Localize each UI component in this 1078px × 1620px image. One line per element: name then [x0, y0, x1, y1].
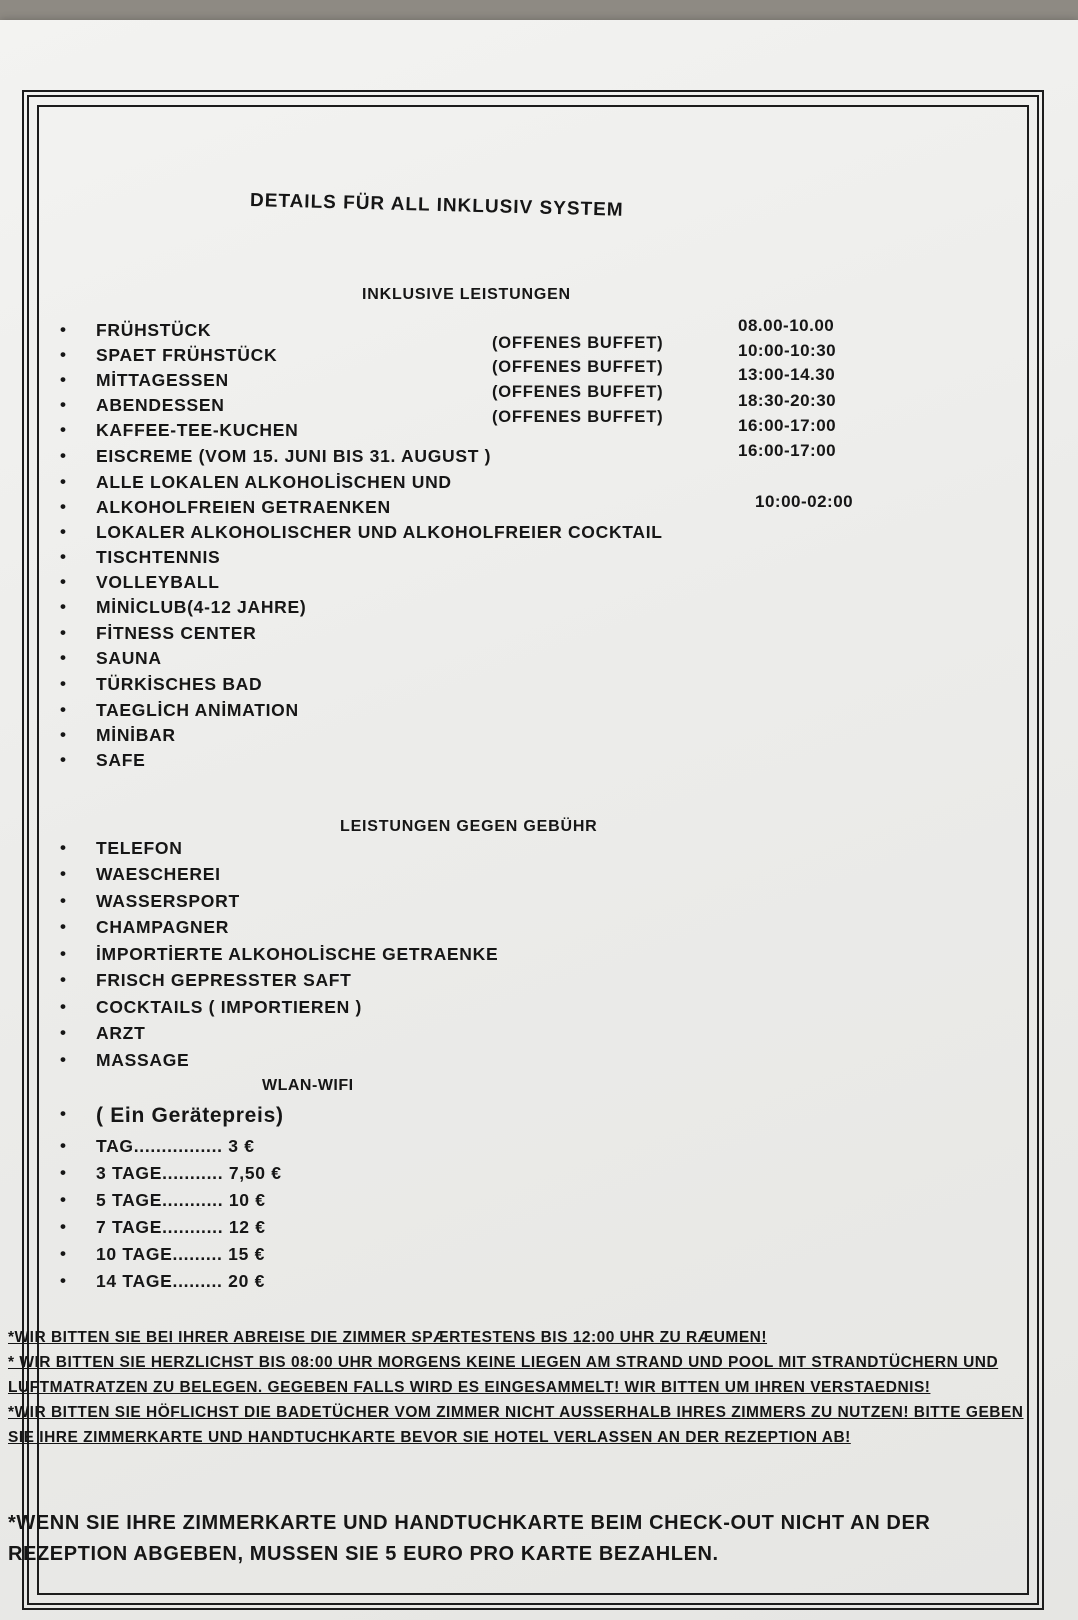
list-item: • VOLLEYBALL: [60, 572, 663, 597]
time-value: 10:00-02:00: [755, 492, 854, 511]
list-item: • ALLE LOKALEN ALKOHOLİSCHEN UND: [60, 472, 663, 497]
price-item: • 3 TAGE........... 7,50 €: [60, 1163, 284, 1190]
time-value: 13:00-14.30: [738, 365, 836, 384]
document-title: DETAILS FÜR ALL INKLUSIV SYSTEM: [249, 190, 624, 221]
list-item: • EISCREME (VOM 15. JUNI BIS 31. AUGUST ): [60, 446, 663, 472]
price-item: • 7 TAGE........... 12 €: [60, 1217, 284, 1244]
note-loungers: * WIR BITTEN SIE HERZLICHST BIS 08:00 UHR MORGENS KEINE LIEGEN AM STRAND UND POOL MIT STRANDTÜCHERN UND LUFTMATRATZEN ZU BELEGEN. GEGEBEN FALLS WIRD ES EINGESAMMELT! WIR BITTEN UM IHREN VERSTAEDNIS!: [8, 1354, 999, 1396]
paid-list: [60, 838, 498, 1076]
price-item: • TAG................ 3 €: [60, 1136, 284, 1163]
list-item: • MİTTAGESSEN: [60, 370, 663, 395]
list-item: • KAFFEE-TEE-KUCHEN: [60, 420, 663, 446]
list-item: • WAESCHEREI: [60, 864, 498, 891]
list-item: • TAEGLİCH ANİMATION: [60, 700, 663, 725]
list-item: • TELEFON: [60, 838, 498, 864]
notes-section: [8, 1325, 1048, 1450]
wlan-subtitle: • ( Ein Gerätepreis): [60, 1104, 284, 1136]
list-item: • FİTNESS CENTER: [60, 623, 663, 648]
list-item: • LOKALER ALKOHOLISCHER UND ALKOHOLFREIER COCKTAIL: [60, 522, 663, 547]
buffet-label: (OFFENES BUFFET): [492, 358, 664, 376]
note-checkout: *WIR BITTEN SIE BEI IHRER ABREISE DIE ZIMMER SPÆRTESTENS BIS 12:00 UHR ZU RÆUMEN!: [8, 1329, 768, 1346]
list-item: • TÜRKİSCHES BAD: [60, 674, 663, 700]
final-note: *WENN SIE IHRE ZIMMERKARTE UND HANDTUCHKARTE BEIM CHECK-OUT NICHT AN DER REZEPTION ABGEBEN, MUSSEN SIE 5 EURO PRO KARTE BEZAHLEN.: [8, 1512, 931, 1565]
time-value: 10:00-10:30: [738, 341, 837, 360]
list-item: • FRISCH GEPRESSTER SAFT: [60, 970, 498, 997]
inclusive-heading: INKLUSIVE LEISTUNGEN: [362, 286, 571, 303]
list-item: • MİNİCLUB(4-12 JAHRE): [60, 597, 663, 623]
list-item: • ABENDESSEN: [60, 395, 663, 420]
time-value: 18:30-20:30: [738, 391, 837, 410]
list-item: • FRÜHSTÜCK: [60, 320, 663, 345]
time-value: 08.00-10.00: [738, 316, 835, 335]
buffet-label: (OFFENES BUFFET): [492, 408, 664, 426]
list-item: • SPAET FRÜHSTÜCK: [60, 345, 663, 370]
list-item: • ALKOHOLFREIEN GETRAENKEN: [60, 497, 663, 522]
buffet-label: (OFFENES BUFFET): [492, 383, 664, 401]
price-item: • 5 TAGE........... 10 €: [60, 1190, 284, 1217]
list-item: • CHAMPAGNER: [60, 917, 498, 944]
list-item: • İMPORTİERTE ALKOHOLİSCHE GETRAENKE: [60, 944, 498, 970]
note-towels: *WIR BITTEN SIE HÖFLICHST DIE BADETÜCHER VOM ZIMMER NICHT AUSSERHALB IHRES ZIMMERS ZU NUTZEN! BITTE GEBEN SIE IHRE ZIMMERKARTE UND HANDTUCHKARTE BEVOR SIE HOTEL VERLASSEN AN DER REZEPTION AB!: [8, 1404, 1024, 1446]
buffet-label: (OFFENES BUFFET): [492, 334, 664, 352]
list-item: • ARZT: [60, 1023, 498, 1050]
list-item: • MİNİBAR: [60, 725, 663, 750]
price-item: • 10 TAGE......... 15 €: [60, 1244, 284, 1271]
list-item: • MASSAGE: [60, 1050, 498, 1076]
price-item: • 14 TAGE......... 20 €: [60, 1271, 284, 1298]
paid-heading: LEISTUNGEN GEGEN GEBÜHR: [340, 818, 598, 835]
list-item: • TISCHTENNIS: [60, 547, 663, 572]
list-item: • WASSERSPORT: [60, 891, 498, 917]
wlan-list: [60, 1104, 284, 1298]
wlan-heading: WLAN-WIFI: [262, 1077, 354, 1094]
list-item: • SAUNA: [60, 648, 663, 674]
time-value: 16:00-17:00: [738, 416, 837, 435]
list-item: • SAFE: [60, 750, 663, 775]
time-value: 16:00-17:00: [738, 441, 837, 460]
list-item: • COCKTAILS ( IMPORTIEREN ): [60, 997, 498, 1023]
